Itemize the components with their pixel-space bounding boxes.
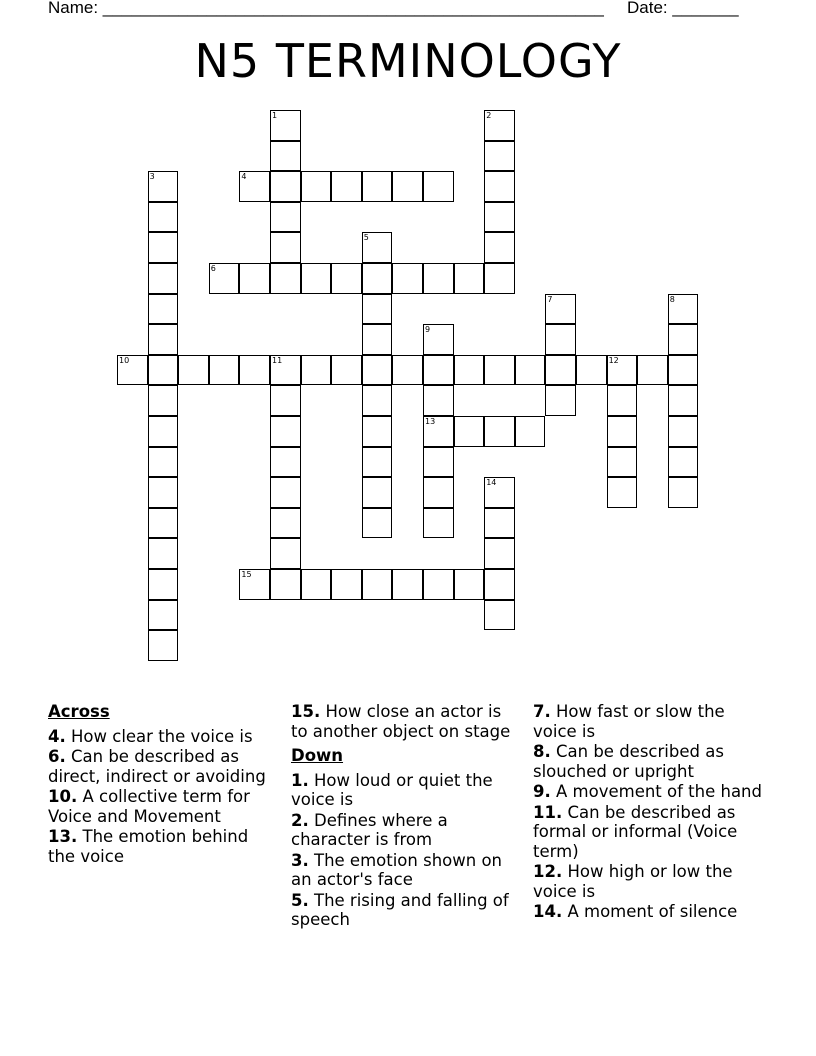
crossword-cell[interactable] bbox=[392, 263, 423, 294]
crossword-cell[interactable] bbox=[423, 569, 454, 600]
clue-number: 11. bbox=[533, 802, 563, 822]
crossword-cell[interactable] bbox=[270, 232, 301, 263]
crossword-cell[interactable] bbox=[301, 355, 332, 386]
crossword-cell[interactable] bbox=[484, 171, 515, 202]
clue-number-label: 7 bbox=[547, 294, 553, 304]
clue-number-label: 9 bbox=[425, 325, 431, 335]
crossword-cell[interactable] bbox=[484, 110, 515, 141]
clue-text: Defines where a character is from bbox=[291, 810, 448, 849]
crossword-cell[interactable] bbox=[484, 569, 515, 600]
page-title: N5 TERMINOLOGY bbox=[194, 34, 622, 88]
crossword-cell[interactable] bbox=[270, 263, 301, 294]
crossword-cell[interactable] bbox=[270, 569, 301, 600]
crossword-cell[interactable] bbox=[301, 171, 332, 202]
clue-number: 15. bbox=[291, 702, 321, 721]
crossword-cell[interactable] bbox=[362, 508, 393, 539]
crossword-cell[interactable] bbox=[148, 477, 179, 508]
clue-number: 7. bbox=[533, 702, 551, 721]
crossword-cell[interactable] bbox=[423, 263, 454, 294]
crossword-cell[interactable] bbox=[392, 355, 423, 386]
clue-down bbox=[533, 782, 765, 802]
crossword-cell[interactable] bbox=[362, 477, 393, 508]
crossword-cell[interactable] bbox=[484, 202, 515, 233]
crossword-cell[interactable] bbox=[270, 110, 301, 141]
date-field-label: Date: _______ bbox=[627, 0, 739, 17]
crossword-cell[interactable] bbox=[148, 232, 179, 263]
clue-number-label: 3 bbox=[149, 172, 155, 182]
crossword-cell[interactable] bbox=[515, 416, 546, 447]
crossword-cell[interactable] bbox=[484, 600, 515, 631]
crossword-cell[interactable] bbox=[331, 569, 362, 600]
crossword-cell[interactable] bbox=[239, 355, 270, 386]
crossword-cell[interactable] bbox=[362, 416, 393, 447]
clue-across bbox=[48, 727, 280, 747]
clue-text: Can be described as slouched or upright bbox=[533, 742, 724, 781]
crossword-cell[interactable] bbox=[668, 385, 699, 416]
clue-down bbox=[533, 902, 765, 922]
crossword-cell[interactable] bbox=[270, 538, 301, 569]
crossword-cell[interactable] bbox=[270, 355, 301, 386]
crossword-cell[interactable] bbox=[148, 355, 179, 386]
clue-text: Can be described as formal or informal (Voice term) bbox=[533, 802, 738, 861]
clue-number-label: 2 bbox=[486, 111, 492, 120]
clue-across bbox=[291, 702, 523, 741]
crossword-cell[interactable] bbox=[178, 355, 209, 386]
crossword-cell[interactable] bbox=[362, 263, 393, 294]
crossword-cell[interactable] bbox=[484, 232, 515, 263]
crossword-cell[interactable] bbox=[423, 508, 454, 539]
clue-number-label: 8 bbox=[669, 294, 675, 304]
crossword-cell[interactable] bbox=[148, 508, 179, 539]
clue-number-label: 14 bbox=[486, 478, 497, 488]
clue-across bbox=[48, 827, 280, 866]
clue-number: 4. bbox=[48, 726, 66, 746]
clue-number: 12. bbox=[533, 862, 563, 881]
across-heading: Across bbox=[48, 702, 110, 721]
clue-down bbox=[291, 771, 523, 810]
crossword-cell[interactable] bbox=[362, 355, 393, 386]
clue-number: 2. bbox=[291, 810, 309, 830]
crossword-cell[interactable] bbox=[270, 141, 301, 172]
clue-text: The rising and falling of speech bbox=[291, 890, 509, 929]
clue-text: The emotion behind the voice bbox=[48, 827, 249, 866]
clue-number-label: 10 bbox=[119, 355, 130, 365]
crossword-cell[interactable] bbox=[607, 447, 638, 478]
clue-number: 8. bbox=[533, 742, 551, 761]
crossword-cell[interactable] bbox=[576, 355, 607, 386]
crossword-cell[interactable] bbox=[607, 385, 638, 416]
crossword-cell[interactable] bbox=[515, 355, 546, 386]
clue-number-label: 11 bbox=[272, 355, 283, 365]
crossword-cell[interactable] bbox=[148, 202, 179, 233]
clue-text: The emotion shown on an actor's face bbox=[291, 850, 503, 889]
crossword-cell[interactable] bbox=[362, 171, 393, 202]
clue-column-3 bbox=[533, 702, 765, 923]
crossword-cell[interactable] bbox=[668, 477, 699, 508]
crossword-cell[interactable] bbox=[392, 569, 423, 600]
crossword-cell[interactable] bbox=[454, 355, 485, 386]
clue-text: How fast or slow the voice is bbox=[533, 702, 725, 741]
crossword-cell[interactable] bbox=[362, 324, 393, 355]
crossword-cell[interactable] bbox=[362, 447, 393, 478]
clue-text: Can be described as direct, indirect or avoiding bbox=[48, 747, 266, 786]
crossword-cell[interactable] bbox=[454, 263, 485, 294]
crossword-cell[interactable] bbox=[148, 294, 179, 325]
crossword-cell[interactable] bbox=[239, 263, 270, 294]
clue-text: How high or low the voice is bbox=[533, 862, 733, 901]
crossword-cell[interactable] bbox=[148, 569, 179, 600]
crossword-cell[interactable] bbox=[270, 385, 301, 416]
crossword-cell[interactable] bbox=[270, 171, 301, 202]
clue-number: 3. bbox=[291, 850, 309, 870]
crossword-cell[interactable] bbox=[454, 416, 485, 447]
crossword-cell[interactable] bbox=[148, 385, 179, 416]
down-heading: Down bbox=[291, 746, 344, 765]
crossword-cell[interactable] bbox=[148, 630, 179, 661]
clue-number-label: 6 bbox=[210, 264, 216, 273]
crossword-cell[interactable] bbox=[423, 416, 454, 447]
clue-number-label: 12 bbox=[608, 355, 619, 365]
crossword-cell[interactable] bbox=[331, 355, 362, 386]
crossword-cell[interactable] bbox=[545, 355, 576, 386]
crossword-cell[interactable] bbox=[607, 477, 638, 508]
crossword-cell[interactable] bbox=[148, 416, 179, 447]
clue-down bbox=[533, 803, 765, 862]
crossword-cell[interactable] bbox=[270, 416, 301, 447]
crossword-cell[interactable] bbox=[209, 263, 240, 294]
crossword-cell[interactable] bbox=[331, 171, 362, 202]
crossword-cell[interactable] bbox=[423, 385, 454, 416]
crossword-cell[interactable] bbox=[484, 477, 515, 508]
clue-number-label: 13 bbox=[425, 417, 436, 426]
crossword-cell[interactable] bbox=[301, 569, 332, 600]
crossword-cell[interactable] bbox=[423, 447, 454, 478]
clue-number: 1. bbox=[291, 770, 309, 790]
crossword-cell[interactable] bbox=[362, 232, 393, 263]
crossword-cell[interactable] bbox=[668, 355, 699, 386]
crossword-cell[interactable] bbox=[331, 263, 362, 294]
clue-text: A moment of silence bbox=[567, 902, 738, 921]
crossword-cell[interactable] bbox=[362, 569, 393, 600]
crossword-cell[interactable] bbox=[668, 447, 699, 478]
name-field-label: Name: _____________________________________________________ bbox=[48, 0, 604, 17]
clue-number: 13. bbox=[48, 827, 78, 846]
clue-across bbox=[48, 787, 280, 826]
crossword-cell[interactable] bbox=[545, 294, 576, 325]
crossword-cell[interactable] bbox=[392, 171, 423, 202]
clue-down bbox=[533, 702, 765, 741]
crossword-cell[interactable] bbox=[362, 294, 393, 325]
crossword-cell[interactable] bbox=[148, 538, 179, 569]
crossword-cell[interactable] bbox=[239, 569, 270, 600]
crossword-cell[interactable] bbox=[607, 355, 638, 386]
crossword-cell[interactable] bbox=[668, 294, 699, 325]
clue-number: 10. bbox=[48, 787, 78, 806]
clue-text: A movement of the hand bbox=[556, 782, 762, 801]
clue-text: How clear the voice is bbox=[71, 726, 253, 746]
crossword-cell[interactable] bbox=[484, 508, 515, 539]
crossword-cell[interactable] bbox=[148, 171, 179, 202]
clue-text: How close an actor is to another object on stage bbox=[291, 702, 511, 741]
crossword-cell[interactable] bbox=[454, 569, 485, 600]
crossword-cell[interactable] bbox=[484, 141, 515, 172]
clue-column-2 bbox=[291, 702, 523, 931]
crossword-cell[interactable] bbox=[423, 324, 454, 355]
clue-number: 5. bbox=[291, 890, 309, 910]
crossword-cell[interactable] bbox=[668, 416, 699, 447]
clue-across bbox=[48, 747, 280, 786]
crossword-cell[interactable] bbox=[362, 385, 393, 416]
clue-number-label: 4 bbox=[241, 172, 247, 182]
clue-number: 6. bbox=[48, 747, 66, 766]
crossword-cell[interactable] bbox=[209, 355, 240, 386]
clue-down bbox=[291, 851, 523, 890]
crossword-cell[interactable] bbox=[270, 447, 301, 478]
crossword-cell[interactable] bbox=[270, 477, 301, 508]
crossword-cell[interactable] bbox=[148, 600, 179, 631]
clue-number: 9. bbox=[533, 782, 551, 801]
clue-number-label: 1 bbox=[272, 111, 278, 120]
clue-number: 14. bbox=[533, 902, 563, 921]
clue-down bbox=[291, 891, 523, 930]
crossword-cell[interactable] bbox=[148, 447, 179, 478]
crossword-cell[interactable] bbox=[239, 171, 270, 202]
crossword-cell[interactable] bbox=[301, 263, 332, 294]
clue-column-1 bbox=[48, 702, 280, 867]
crossword-cell[interactable] bbox=[148, 324, 179, 355]
crossword-cell[interactable] bbox=[148, 263, 179, 294]
crossword-cell[interactable] bbox=[668, 324, 699, 355]
clue-text: How loud or quiet the voice is bbox=[291, 770, 493, 809]
crossword-cell[interactable] bbox=[637, 355, 668, 386]
crossword-cell[interactable] bbox=[484, 355, 515, 386]
crossword-cell[interactable] bbox=[484, 538, 515, 569]
crossword-cell[interactable] bbox=[423, 355, 454, 386]
crossword-cell[interactable] bbox=[270, 508, 301, 539]
crossword-cell[interactable] bbox=[607, 416, 638, 447]
crossword-cell[interactable] bbox=[484, 416, 515, 447]
crossword-cell[interactable] bbox=[545, 324, 576, 355]
crossword-cell[interactable] bbox=[117, 355, 148, 386]
crossword-cell[interactable] bbox=[270, 202, 301, 233]
crossword-cell[interactable] bbox=[545, 385, 576, 416]
clue-down bbox=[291, 811, 523, 850]
crossword-cell[interactable] bbox=[423, 171, 454, 202]
crossword-cell[interactable] bbox=[423, 477, 454, 508]
crossword-cell[interactable] bbox=[484, 263, 515, 294]
clue-number-label: 5 bbox=[363, 233, 369, 243]
clue-down bbox=[533, 862, 765, 901]
clue-number-label: 15 bbox=[241, 570, 252, 579]
clue-down bbox=[533, 742, 765, 781]
clue-text: A collective term for Voice and Movement bbox=[48, 787, 250, 826]
